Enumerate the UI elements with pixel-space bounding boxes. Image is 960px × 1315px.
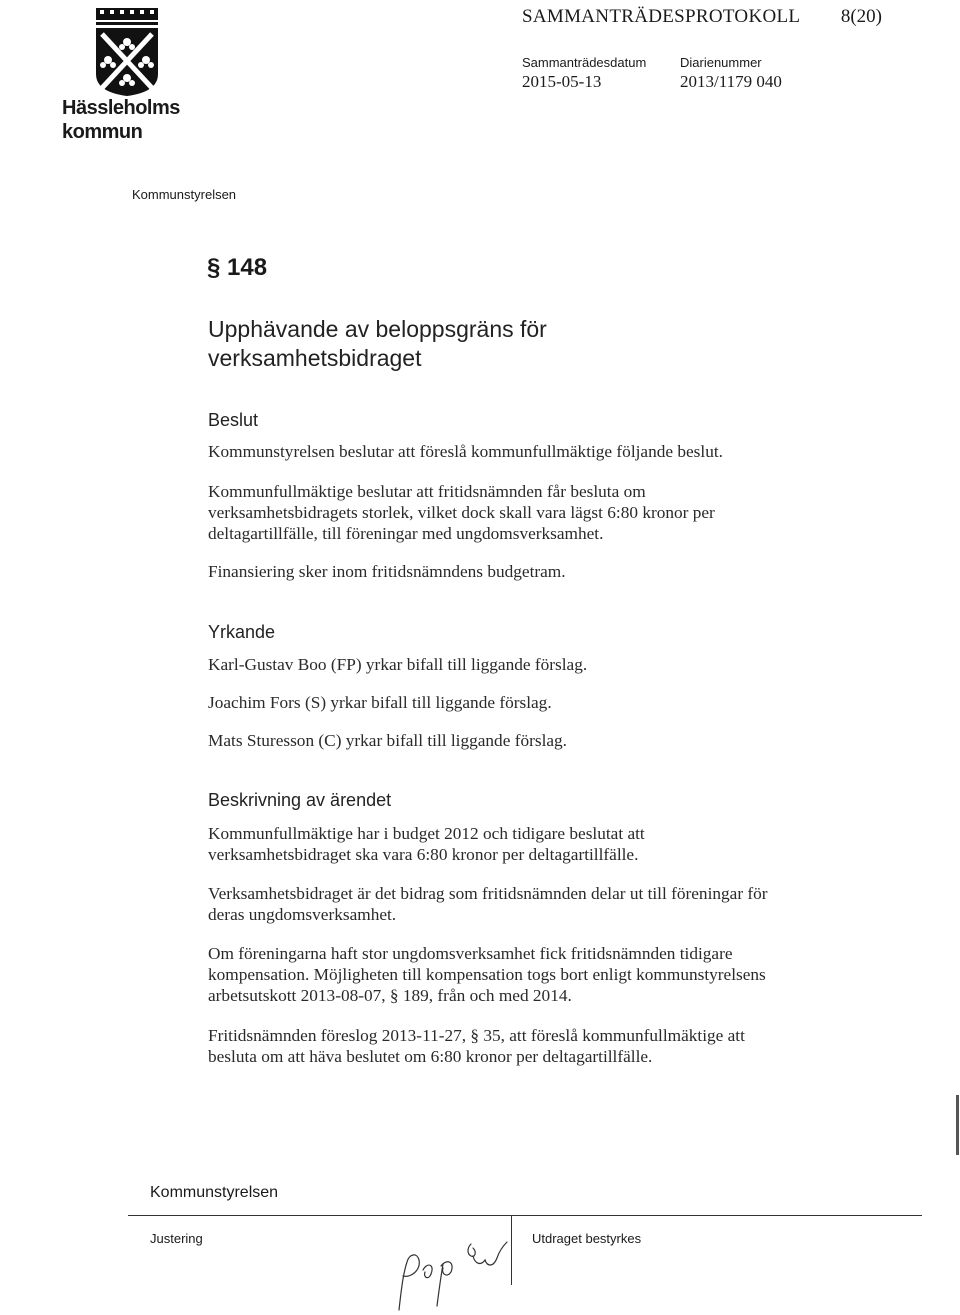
heading-beslut: Beslut: [208, 410, 259, 430]
text-line: deras ungdomsverksamhet.: [208, 905, 397, 924]
beslut-paragraph-2: [208, 481, 828, 544]
page-title: [208, 315, 748, 373]
beskrivning-paragraph-3: [208, 943, 828, 1006]
footer-board-name: Kommunstyrelsen: [150, 1184, 279, 1201]
text-line: deltagartillfälle, till föreningar med ungdomsverksamhet.: [208, 524, 604, 543]
utdraget-label: Utdraget bestyrkes: [532, 1231, 642, 1246]
yrkande-2: Joachim Fors (S) yrkar bifall till liggande förslag.: [208, 693, 552, 712]
text-line: Om föreningarna haft stor ungdomsverksamhet fick fritidsnämnden tidigare: [208, 944, 733, 963]
yrkande-3: Mats Sturesson (C) yrkar bifall till liggande förslag.: [208, 731, 567, 750]
footer-divider: [128, 1215, 922, 1216]
text-line: Kommunfullmäktige har i budget 2012 och tidigare beslutat att: [208, 824, 645, 843]
logo-text-line2: kommun: [62, 121, 143, 143]
document-type: SAMMANTRÄDESPROTOKOLL: [522, 6, 801, 27]
text-line: Kommunfullmäktige beslutar att fritidsnämnden får besluta om: [208, 482, 646, 501]
heading-beskrivning: Beskrivning av ärendet: [208, 790, 392, 810]
margin-mark: [956, 1095, 959, 1155]
text-line: verksamhetsbidraget ska vara 6:80 kronor per deltagartillfälle.: [208, 845, 639, 864]
board-name: Kommunstyrelsen: [132, 187, 237, 202]
handwritten-signature: [385, 1228, 515, 1314]
logo-text-line1: Hässleholms: [62, 97, 180, 119]
paragraph-number: § 148: [207, 254, 268, 281]
title-line1: Upphävande av beloppsgräns för: [208, 316, 547, 342]
text-line: verksamhetsbidragets storlek, vilket dock skall vara lägst 6:80 kronor per: [208, 503, 715, 522]
page-number: 8(20): [840, 6, 882, 27]
meeting-date: 2015-05-13: [522, 72, 602, 91]
text-line: kompensation. Möjligheten till kompensation togs bort enligt kommunstyrelsens: [208, 965, 766, 984]
heading-yrkande: Yrkande: [208, 622, 276, 642]
beskrivning-paragraph-1: [208, 823, 828, 865]
beskrivning-paragraph-4: [208, 1025, 828, 1067]
title-line2: verksamhetsbidraget: [208, 345, 422, 371]
text-line: Fritidsnämnden föreslog 2013-11-27, § 35, att föreslå kommunfullmäktige att: [208, 1026, 745, 1045]
logo-wordmark: [62, 96, 180, 144]
reg-no-label: Diarienummer: [680, 55, 762, 70]
yrkande-1: Karl-Gustav Boo (FP) yrkar bifall till liggande förslag.: [208, 655, 588, 674]
beslut-paragraph-1: Kommunstyrelsen beslutar att föreslå kommunfullmäktige följande beslut.: [208, 442, 723, 461]
meeting-date-label: Sammanträdesdatum: [522, 55, 647, 70]
text-line: Verksamhetsbidraget är det bidrag som fritidsnämnden delar ut till föreningar för: [208, 884, 768, 903]
text-line: arbetsutskott 2013-08-07, § 189, från och med 2014.: [208, 986, 572, 1005]
beslut-paragraph-3: Finansiering sker inom fritidsnämndens budgetram.: [208, 562, 566, 581]
reg-no: 2013/1179 040: [680, 72, 782, 91]
justering-label: Justering: [150, 1231, 203, 1246]
text-line: besluta om att häva beslutet om 6:80 kronor per deltagartillfälle.: [208, 1047, 653, 1066]
beskrivning-paragraph-2: [208, 883, 828, 925]
